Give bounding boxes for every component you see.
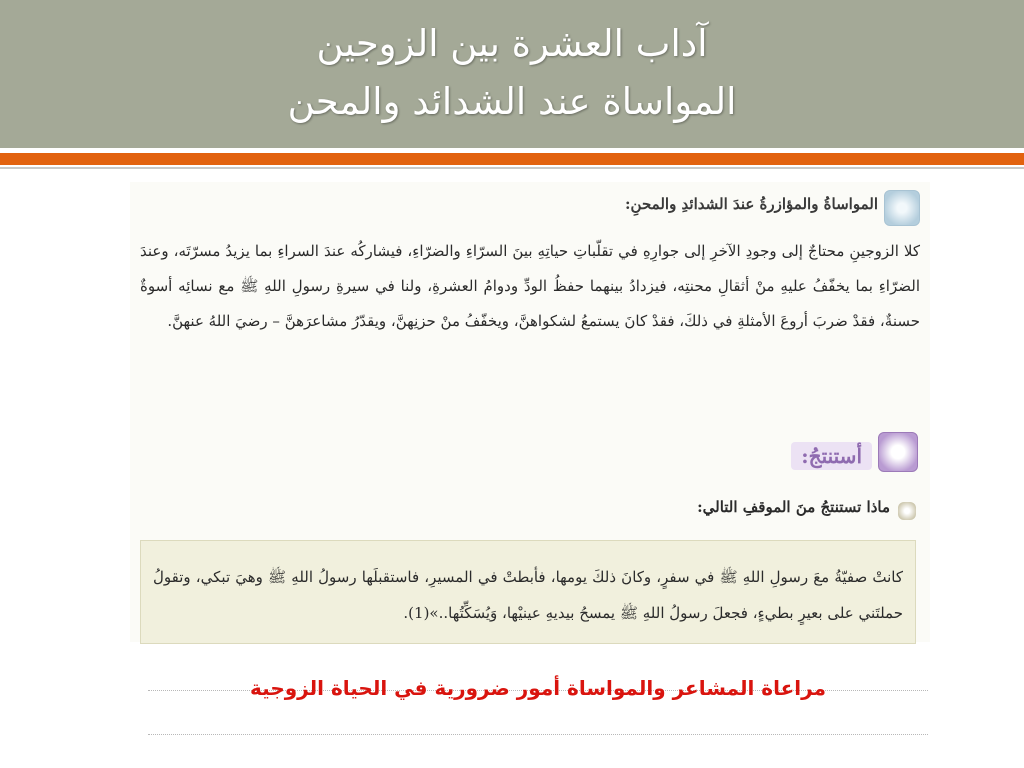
ornament-small-icon (898, 502, 916, 520)
title-line-1: آداب العشرة بين الزوجين (316, 22, 708, 65)
thin-divider (0, 167, 1024, 169)
question-text: ماذا تستنتجُ منَ الموقفِ التالي: (697, 498, 890, 516)
dotted-line (148, 734, 928, 735)
orange-divider (0, 153, 1024, 165)
slide-header (0, 0, 1024, 148)
title-line-2: المواساة عند الشدائد والمحن (287, 80, 737, 123)
textbook-excerpt-image (130, 182, 930, 642)
ornament-blue-icon (884, 190, 920, 226)
deduce-label: أستنتجُ: (791, 442, 872, 470)
ornament-purple-icon (878, 432, 918, 472)
section-paragraph: كلا الزوجينِ محتاجٌ إلى وجودِ الآخرِ إلى جوارِهِ في تقلّباتِ حياتِهِ بينَ السرّاءِ والضرّاءِ، فيشاركُه عندَ السراءِ بما يزيدُ مسرّتَه، وعندَ الضرّاءِ بما يخفّفُ عليهِ منْ أثقالِ محنتِه، فيزدادُ بينهما حفظُ الودِّ ودوامُ العشرةِ، ولنا في سيرةِ رسولِ اللهِ ﷺ مع نسائِه أسوةٌ حسنةٌ، فقدْ ضربَ أروعَ الأمثلةِ في ذلكَ، فقدْ كانَ يستمعُ لشكواهنَّ، ويخفّفُ منْ حزنِهنَّ، ويقدّرُ مشاعرَهنَّ – رضيَ اللهُ عنهنَّ. (140, 242, 920, 330)
conclusion-text: مراعاة المشاعر والمواساة أمور ضرورية في الحياة الزوجية (250, 676, 826, 700)
story-box: كانتْ صفيّةُ معَ رسولِ اللهِ ﷺ في سفرٍ، وكانَ ذلكَ يومها، فأبطتْ في المسيرِ، فاستقبلَها رسولُ اللهِ ﷺ وهيَ تبكي، وتقولُ حملتَني على بعيرٍ بطيءٍ، فجعلَ رسولُ اللهِ ﷺ يمسحُ بيديهِ عينيْها، وَيُسَكِّتُها..»(1). (140, 540, 916, 644)
section-subheading: المواساةُ والمؤازرةُ عندَ الشدائدِ والمحنِ: (625, 195, 878, 213)
